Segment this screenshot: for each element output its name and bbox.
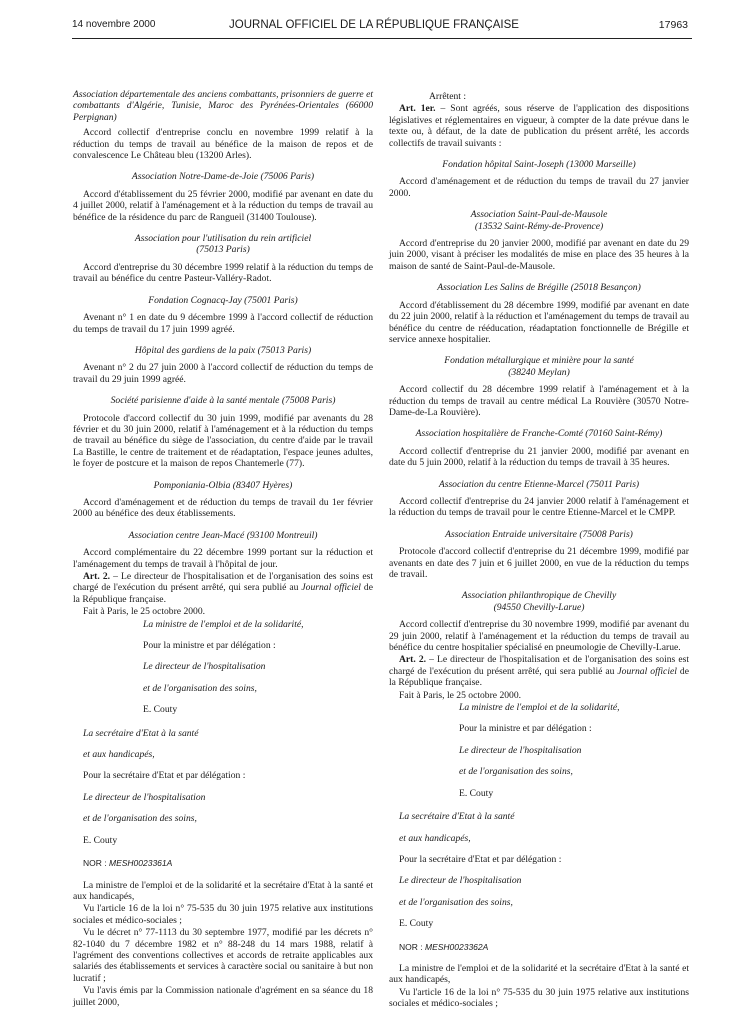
entity-title: Association Saint-Paul-de-Mausole <box>470 209 608 221</box>
agreement-text: Accord d'aménagement et de réduction du temps de travail du 27 janvier 2000. <box>389 176 689 199</box>
signatory-name: E. Couty <box>83 834 118 846</box>
entity-title: Fondation métallurgique et minière pour la santé <box>444 355 634 367</box>
entity-title: Association Notre-Dame-de-Joie (75006 Paris) <box>131 171 315 183</box>
article-1: Art. 1er. – Sont agréés, sous réserve de l'application des dispositions législatives et réglementaires en vigueur, à compter de la date prévue dans le texte ou, à défaut, de la date de publication du présent arrêté, les accords collectifs de travail suivants : <box>389 103 689 149</box>
signature-block-secretary: La secrétaire d'Etat à la santé et aux handicapés, Pour la secrétaire d'Etat et par délégation : Le directeur de l'hospitalisation et de l'organisation des soins, E. Couty <box>389 811 579 929</box>
signature-block-minister: La ministre de l'emploi et de la solidarité, Pour la ministre et par délégation : Le directeur de l'hospitalisation et de l'organisation des soins, E. Couty <box>389 702 689 799</box>
header-date: 14 novembre 2000 <box>72 19 156 30</box>
signature-date: Fait à Paris, le 25 octobre 2000. <box>399 689 522 701</box>
signature-block-minister: La ministre de l'emploi et de la solidarité, Pour la ministre et par délégation : Le directeur de l'hospitalisation et de l'organisation des soins, E. Couty <box>73 619 373 716</box>
signatory-name: E. Couty <box>399 918 434 930</box>
agreement-text: Accord collectif d'entreprise conclu en novembre 1999 relatif à la réduction du temps de travail au bénéfice de la maison de repos et de convalescence Le Château bleu (13200 Arles). <box>73 127 373 162</box>
agreement-text: Accord d'établissement du 25 février 2000, modifié par avenant en date du 4 juillet 2000, relatif à l'aménagement et à la réduction du temps de travail au bénéfice de la résidence du parc de Rangueil (31400 Toulouse). <box>73 188 373 223</box>
agreement-text: Protocole d'accord collectif d'entreprise du 21 décembre 1999, modifié par avenants en date des 7 juin et 6 juillet 2000, en vue de la réduction du temps de travail. <box>389 546 689 580</box>
page-header <box>0 0 748 40</box>
entity-title: Association Entraide universitaire (75008 Paris) <box>445 528 633 540</box>
entity-title-sub: (75013 Paris) <box>196 244 250 256</box>
signatory-name: E. Couty <box>143 704 178 716</box>
header-page-number: 17963 <box>658 19 688 31</box>
article-2: Art. 2. – Le directeur de l'hospitalisation et de l'organisation des soins est chargé de l'exécution du présent arrêté, qui sera publié au Journal officiel de la République française. <box>73 571 374 605</box>
entity-title-sub: (38240 Meylan) <box>508 366 570 378</box>
agreement-text: Accord d'établissement du 28 décembre 1999, modifié par avenant en date du 22 juin 2000, relatif à la réduction et l'aménagement du temps de travail au bénéfice du centre de rééducation, réadaptation fonctionnelle de Brégille et service annexe hospitalier. <box>389 299 689 345</box>
entity-title: Association centre Jean-Macé (93100 Montreuil) <box>128 529 318 541</box>
agreement-text: Accord collectif d'entreprise du 21 janvier 2000, modifié par avenant en date du 5 juin 2000, relatif à la réduction du temps de travail à 35 heures. <box>389 445 689 469</box>
agreement-text: Accord d'entreprise du 20 janvier 2000, modifié par avenant en date du 29 juin 2000, visant à préciser les modalités de mise en place des 35 heures à la maison de santé de Saint-Paul-de-Mausole. <box>389 238 689 272</box>
entity-title: Fondation Cognacq-Jay (75001 Paris) <box>148 294 298 306</box>
entity-title: Association départementale des anciens combattants, prisonniers de guerre et combattants d'Algérie, Tunisie, Maroc des Pyrénées-Orientales (66000 Perpignan) <box>73 89 373 123</box>
left-column <box>73 89 373 1009</box>
entity-title: Association hospitalière de Franche-Comté (70160 Saint-Rémy) <box>415 428 663 440</box>
signature-date: Fait à Paris, le 25 octobre 2000. <box>83 606 206 618</box>
preamble-text: Vu l'article 16 de la loi n° 75-535 du 30 juin 1975 relative aux institutions sociales et médico-sociales ; <box>389 986 689 1010</box>
preamble-text: Vu le décret n° 77-1113 du 30 septembre 1977, modifié par les décrets n° 82-1040 du 7 décembre 1982 et n° 88-248 du 14 mars 1988, relatif à l'agrément des conventions collectives et accords de retraite applicables aux salariés des établissements et services à caractère social ou sanitaire à but non lucratif ; <box>73 927 373 984</box>
entity-title: Association Les Salins de Brégille (25018 Besançon) <box>437 282 641 294</box>
header-rule <box>72 38 692 39</box>
agreement-text: Accord collectif du 28 décembre 1999 relatif à l'aménagement et à la réduction du temps de travail au centre médical La Rouvière (30570 Notre-Dame-de-La Rouvière). <box>389 384 689 418</box>
agreement-text: Accord d'aménagement et de réduction du temps de travail du 1er février 2000 au bénéfice des deux établissements. <box>73 496 373 520</box>
agreement-text: Accord complémentaire du 22 décembre 1999 portant sur la réduction et l'aménagement du temps de travail à l'hôpital de jour. <box>73 547 373 570</box>
entity-title: Pomponiania-Olbia (83407 Hyères) <box>153 479 293 491</box>
agreement-text: Accord collectif d'entreprise du 24 janvier 2000 relatif à l'aménagement et la réduction du temps de travail pour le centre Etienne-Marcel et le CMPP. <box>389 495 689 519</box>
header-journal-title: JOURNAL OFFICIEL DE LA RÉPUBLIQUE FRANÇAISE <box>229 19 519 31</box>
signatory-name: E. Couty <box>459 787 494 799</box>
entity-title: Association philanthropique de Chevilly <box>461 590 617 602</box>
article-label: Art. 2. <box>83 571 111 582</box>
entity-title-sub: (94550 Chevilly-Larue) <box>493 601 585 613</box>
agreement-text: Protocole d'accord collectif du 30 juin 1999, modifié par avenants du 28 février et du 30 juin 2000, relatif à l'aménagement et à la réduction du temps de travail au bénéfice du siège de l'association, du centre d'aide par le travail La Bastille, le centre de traitement et de réadaptation, l'espace jeunes adultes, le foyer de postcure et la maison de repos Chantemerle (77). <box>73 412 373 470</box>
entity-title: Société parisienne d'aide à la santé mentale (75008 Paris) <box>110 395 336 407</box>
preamble-text: La ministre de l'emploi et de la solidarité et la secrétaire d'Etat à la santé et aux handicapés, <box>389 962 689 986</box>
preamble-text: Vu l'article 16 de la loi n° 75-535 du 30 juin 1975 relative aux institutions sociales et médico-sociales ; <box>73 903 373 926</box>
agreement-text: Avenant n° 1 en date du 9 décembre 1999 à l'accord collectif de réduction du temps de travail du 17 juin 1999 agréé. <box>73 312 373 335</box>
preamble-text: La ministre de l'emploi et de la solidarité et la secrétaire d'Etat à la santé et aux handicapés, <box>73 879 373 902</box>
agreement-text: Avenant n° 2 du 27 juin 2000 à l'accord collectif de réduction du temps de travail du 29 juin 1999 agréé. <box>73 362 373 385</box>
entity-title: Association du centre Etienne-Marcel (75011 Paris) <box>438 478 640 490</box>
nor-reference: NOR : MESH0023362A <box>399 941 489 952</box>
article-label: Art. 2. <box>399 654 427 666</box>
article-label: Art. 1er. <box>399 103 436 115</box>
right-column <box>389 91 689 1011</box>
agreement-text: Accord d'entreprise du 30 décembre 1999 relatif à la réduction du temps de travail au bénéfice du centre Pasteur-Valléry-Radot. <box>73 261 373 285</box>
agreement-text: Accord collectif d'entreprise du 30 novembre 1999, modifié par avenant du 29 juin 2000, relatif à l'aménagement et la réduction du temps de travail au bénéfice du centre hospitalier spécialisé en pneumologie de Chevilly-Larue. <box>389 619 689 654</box>
nor-reference: NOR : MESH0023361A <box>83 858 173 869</box>
entity-title: Association pour l'utilisation du rein artificiel <box>134 233 312 245</box>
arretent-heading: Arrêtent : <box>429 91 467 102</box>
entity-title-sub: (13532 Saint-Rémy-de-Provence) <box>474 220 604 232</box>
entity-title: Hôpital des gardiens de la paix (75013 Paris) <box>134 344 312 356</box>
article-2: Art. 2. – Le directeur de l'hospitalisation et de l'organisation des soins est chargé de l'exécution du présent arrêté, qui sera publié au Journal officiel de la République française. <box>389 654 690 689</box>
preamble-text: Vu l'avis émis par la Commission nationale d'agrément en sa séance du 18 juillet 2000, <box>73 985 373 1008</box>
entity-title: Fondation hôpital Saint-Joseph (13000 Marseille) <box>442 159 636 171</box>
signature-block-secretary: La secrétaire d'Etat à la santé et aux handicapés, Pour la secrétaire d'Etat et par délégation : Le directeur de l'hospitalisation et de l'organisation des soins, E. Couty <box>73 728 263 846</box>
